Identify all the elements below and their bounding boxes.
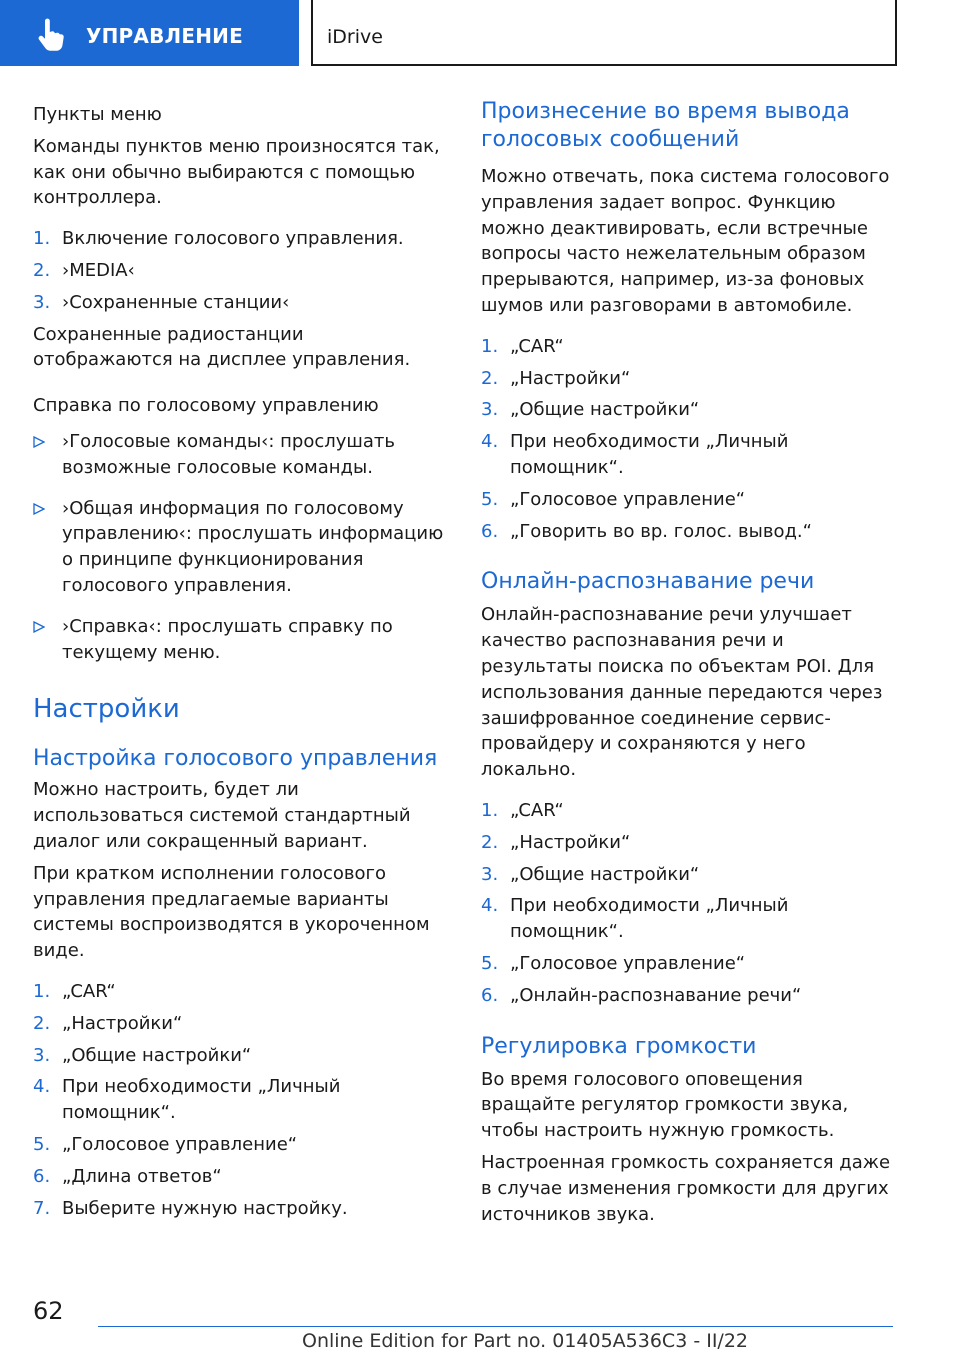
menu-items-heading: Пункты меню (33, 104, 162, 125)
list-item: 2. ›MEDIA‹ (33, 259, 135, 281)
left-column (33, 98, 448, 1221)
list-item: 4. При необходимости „Личный помощник“. (33, 1076, 341, 1124)
help-bullets (33, 429, 448, 665)
triangle-bullet-icon (33, 436, 45, 448)
list-item: ›Общая информация по голосовому управлению‹: прослушать информацию о принципе функционирования голосового управления. (33, 496, 448, 599)
list-item: 3. „Общие настройки“ (481, 863, 700, 885)
list-item: 1. „CAR“ (481, 799, 564, 821)
volume-heading: Регулировка громкости (481, 1033, 757, 1059)
list-item: 4. При необходимости „Личный помощник“. (481, 895, 789, 943)
list-item: 1. „CAR“ (33, 980, 116, 1002)
touch-hand-icon (36, 18, 66, 52)
footer-divider (98, 1326, 893, 1327)
online-heading: Онлайн-распознавание речи (481, 569, 815, 595)
list-item: 6. „Онлайн-распознавание речи“ (481, 984, 802, 1006)
triangle-bullet-icon (33, 503, 45, 515)
voice-settings-heading: Настройка голосового управления (33, 746, 438, 772)
section-tab (0, 0, 299, 66)
list-item: 3. ›Сохраненные станции‹ (33, 291, 290, 313)
barge-in-heading: Произнесение во время вывода голосовых сообщений (481, 99, 850, 152)
list-item: 7. Выберите нужную настройку. (33, 1197, 348, 1219)
voice-settings-steps (33, 979, 448, 1221)
barge-in-text: Можно отвечать, пока система голосового управления задает вопрос. Функцию можно деактивировать, если встречные вопросы часто нежелательным образом прерываются, например, из-за фоновых шумов или разговорами в автомобиле. (481, 166, 890, 316)
list-item: 6. „Длина ответов“ (33, 1165, 222, 1187)
footer-edition: Online Edition for Part no. 01405A536C3 - II/22 (302, 1330, 749, 1352)
menu-items-text: Команды пунктов меню произносятся так, как они обычно выбираются с помощью контроллера. (33, 135, 440, 209)
page-number: 62 (33, 1297, 64, 1325)
list-item: 2. „Настройки“ (33, 1012, 183, 1034)
voice-settings-para2: При кратком исполнении голосового управления предлагаемые варианты системы воспроизводятся в укороченном виде. (33, 862, 430, 962)
chapter-header (311, 0, 897, 66)
list-item: 2. „Настройки“ (481, 367, 631, 389)
menu-items-steps (33, 226, 448, 315)
volume-para2: Настроенная громкость сохраняется даже в случае изменения громкости для других источников звука. (481, 1151, 891, 1225)
list-item: 5. „Голосовое управление“ (481, 488, 746, 510)
settings-heading: Настройки (33, 694, 180, 725)
online-section (481, 568, 896, 1008)
right-column (481, 98, 896, 1227)
section-label: УПРАВЛЕНИЕ (86, 24, 243, 48)
online-text: Онлайн-распознавание речи улучшает качество распознавания речи и результаты поиска по объектам POI. Для использования данные передаются через зашифрованное соединение сервис-провайдеру и сохраняются у него локально. (481, 604, 883, 781)
voice-settings-section (33, 745, 448, 1221)
list-item: ›Голосовые команды‹: прослушать возможные голосовые команды. (33, 429, 448, 481)
list-item: 5. „Голосовое управление“ (33, 1133, 298, 1155)
list-item: 4. При необходимости „Личный помощник“. (481, 431, 789, 478)
list-item: 3. „Общие настройки“ (33, 1044, 252, 1066)
volume-section (481, 1033, 896, 1228)
barge-in-section (481, 98, 896, 544)
list-item: ›Справка‹: прослушать справку по текущему меню. (33, 614, 448, 666)
list-item: 5. „Голосовое управление“ (481, 952, 746, 974)
list-item: 1. „CAR“ (481, 335, 564, 357)
menu-items-section (33, 102, 448, 373)
help-section (33, 393, 448, 665)
help-heading: Справка по голосовому управлению (33, 395, 379, 417)
barge-in-steps (481, 334, 896, 545)
triangle-bullet-icon (33, 621, 45, 633)
list-item: 2. „Настройки“ (481, 831, 631, 853)
list-item: 6. „Говорить во вр. голос. вывод.“ (481, 520, 812, 542)
list-item: 1. Включение голосового управления. (33, 228, 404, 250)
list-item: 3. „Общие настройки“ (481, 399, 700, 421)
chapter-title: iDrive (327, 26, 383, 48)
volume-para1: Во время голосового оповещения вращайте регулятор громкости звука, чтобы настроить нужную громкость. (481, 1068, 849, 1142)
online-steps (481, 798, 896, 1009)
voice-settings-para1: Можно настроить, будет ли использоваться системой стандартный диалог или сокращенный вариант. (33, 779, 411, 852)
menu-items-after: Сохраненные радиостанции отображаются на дисплее управления. (33, 323, 411, 371)
